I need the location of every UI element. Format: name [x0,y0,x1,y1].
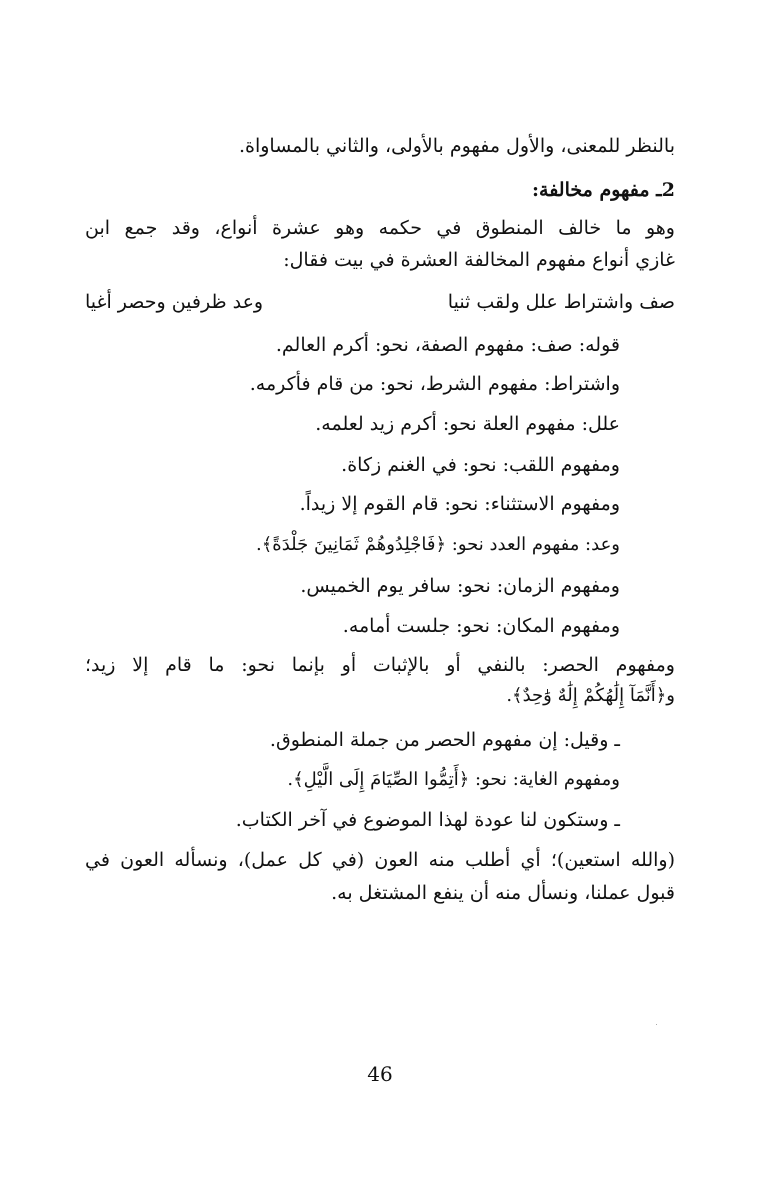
verse-line [85,288,675,316]
text-line-11: ومفهوم المكان: نحو: جلست أمامه. [342,615,620,637]
text-line-17: (والله استعين)؛ أي أطلب منه العون (في كل عمل)، ونسأله العون في [85,849,675,871]
page-number: 46 [367,1062,393,1086]
text-line-4: قوله: صف: مفهوم الصفة، نحو: أكرم العالم. [275,334,620,356]
verse-hemistich-right: صف واشتراط علل ولقب ثنيا [447,291,675,313]
text-line-3: غازي أنواع مفهوم المخالفة العشرة في بيت فقال: [283,249,675,271]
text-line-18: قبول عملنا، ونسأل منه أن ينفع المشتغل به. [331,882,675,904]
text-line-12: ومفهوم الحصر: بالنفي أو بالإثبات أو بإنما نحو: ما قام إلا زيد؛ [85,654,675,676]
scan-speck [656,1024,657,1025]
text-line-9: وعد: مفهوم العدد نحو: ﴿فَاجْلِدُوهُمْ ثَمَانِينَ جَلْدَةً﴾. [256,534,620,555]
text-line-14: ـ وقيل: إن مفهوم الحصر من جملة المنطوق. [269,729,620,751]
text-line-6: علل: مفهوم العلة نحو: أكرم زيد لعلمه. [315,413,620,435]
text-line-1: بالنظر للمعنى، والأول مفهوم بالأولى، والثاني بالمساواة. [238,135,675,157]
text-line-10: ومفهوم الزمان: نحو: سافر يوم الخميس. [300,575,620,597]
text-line-2: وهو ما خالف المنطوق في حكمه وهو عشرة أنواع، وقد جمع ابن [85,217,675,239]
text-line-7: ومفهوم اللقب: نحو: في الغنم زكاة. [341,454,620,476]
verse-hemistich-left: وعد ظرفين وحصر أغيا [85,291,264,313]
text-line-8: ومفهوم الاستثناء: نحو: قام القوم إلا زيداً. [299,493,620,515]
text-line-13: و﴿أَنَّمَآ إِلَٰهُكُمْ إِلَٰهٌ وَٰحِدٌ﴾. [506,685,675,706]
text-line-16: ـ وستكون لنا عودة لهذا الموضوع في آخر الكتاب. [235,809,620,831]
section-heading: 2ـ مفهوم مخالفة: [532,179,675,201]
text-line-15: ومفهوم الغاية: نحو: ﴿أَتِمُّوا الصِّيَامَ إِلَى الَّيْلِ﴾. [287,769,620,790]
text-line-5: واشتراط: مفهوم الشرط، نحو: من قام فأكرمه. [249,373,620,395]
